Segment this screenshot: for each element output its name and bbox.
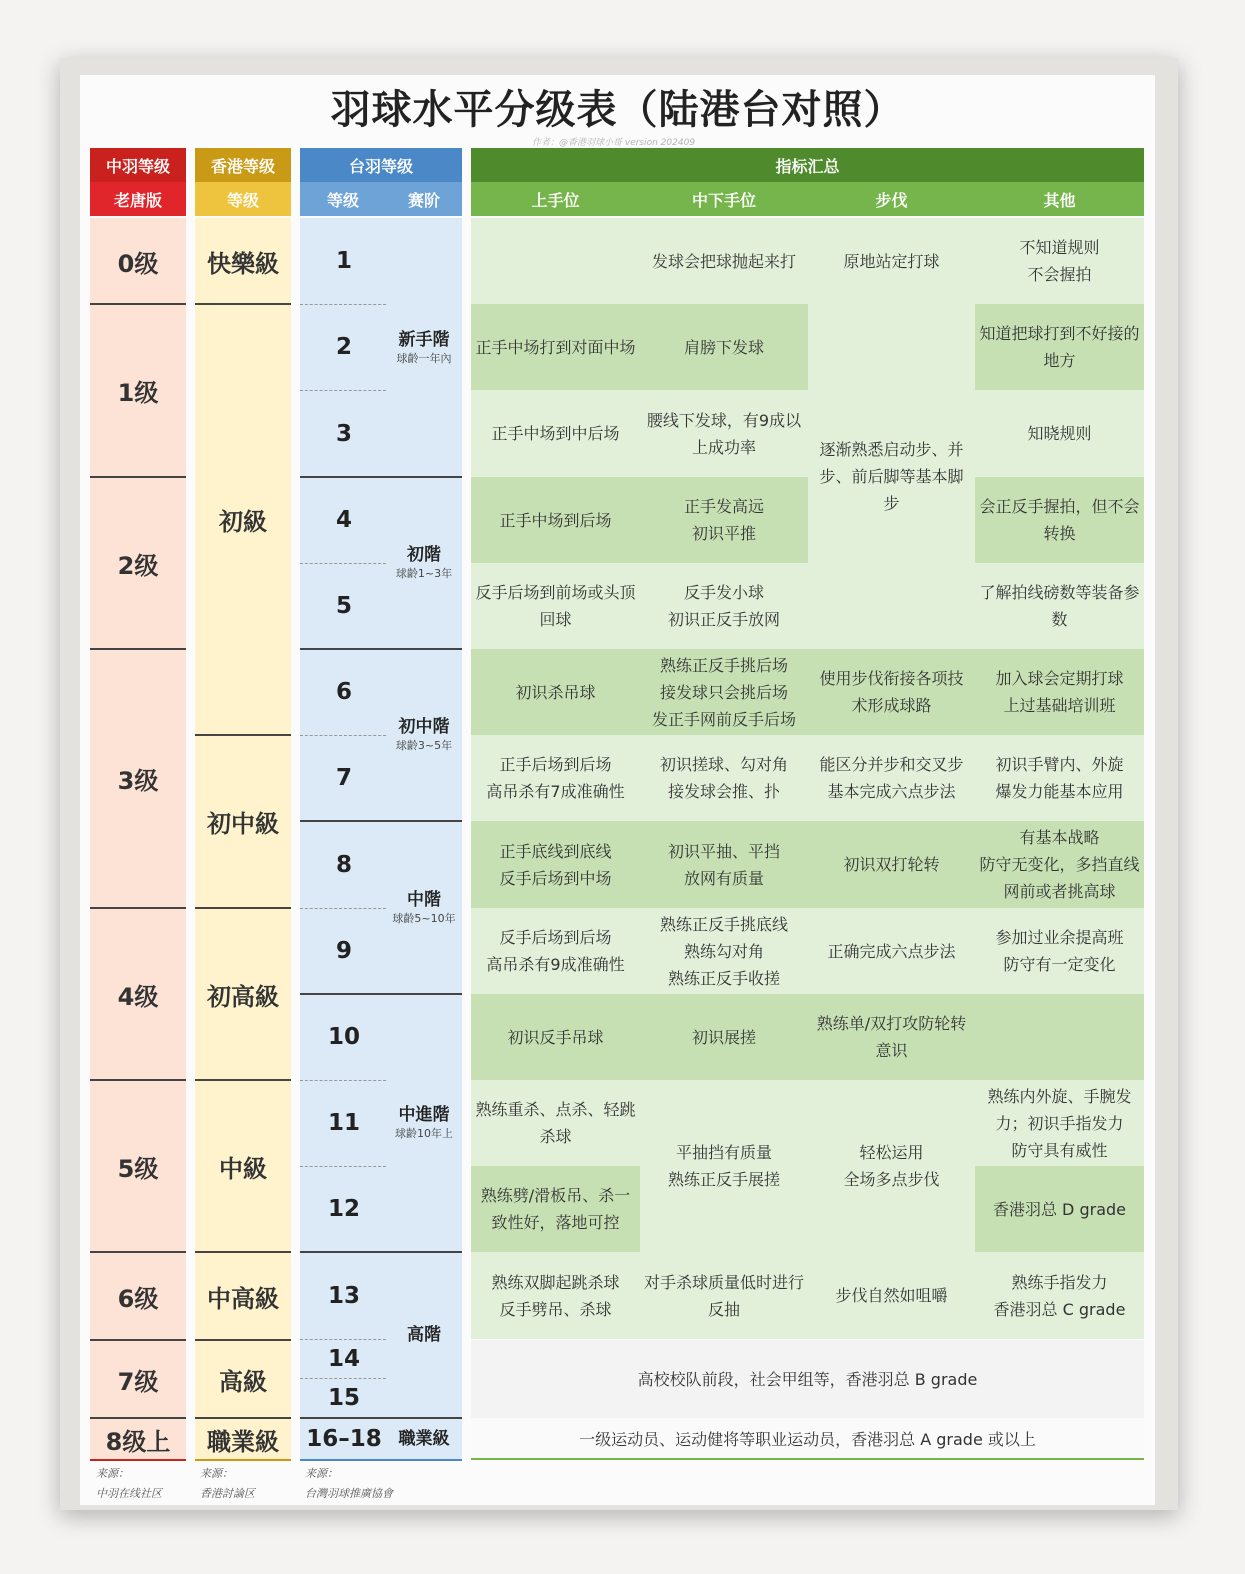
indicator-cell-r8-foot: 初识双打轮转 bbox=[843, 855, 940, 874]
indicator-cell-r3-up: 正手中场到中后场 bbox=[491, 424, 620, 443]
tw-stage-age: 球齡3~5年 bbox=[395, 739, 453, 752]
author-credit: 作者：@香港羽球小哥 version 202409 bbox=[532, 138, 696, 148]
tw-stage-name: 新手階 bbox=[398, 329, 450, 350]
tw-header: 台羽等级 bbox=[300, 148, 462, 182]
indicator-cell-r5-up: 反手后场到前场或头顶回球 bbox=[475, 583, 636, 629]
indicator-cell-r10-foot: 熟练单/双打攻防轮转意识 bbox=[816, 1014, 967, 1060]
indicator-cell-r8-up: 正手底线到底线 反手后场到中场 bbox=[499, 841, 612, 888]
tw-subheader-level: 等级 bbox=[300, 182, 386, 216]
indicator-cell-r1-other: 不知道规则 不会握拍 bbox=[1019, 238, 1100, 284]
indicator-cell-r2-mid: 肩膀下发球 bbox=[683, 337, 764, 357]
cn-level: 7级 bbox=[117, 1367, 159, 1396]
tw-level-number: 15 bbox=[327, 1385, 360, 1411]
indicator-col-header: 上手位 bbox=[471, 182, 640, 216]
tw-stage bbox=[386, 821, 462, 994]
tw-level-number: 1 bbox=[335, 248, 352, 274]
indicator-cell-r16-18: 一级运动员、运动健将等职业运动员，香港羽总 A grade 或以上 bbox=[579, 1429, 1036, 1449]
tw-level-number: 6 bbox=[335, 679, 352, 705]
source-label: 来源： bbox=[305, 1467, 338, 1480]
tw-level-number: 7 bbox=[335, 765, 352, 791]
tw-stage bbox=[386, 218, 462, 477]
indicator-cell-r7-foot: 能区分并步和交叉步 基本完成六点步法 bbox=[819, 755, 964, 801]
indicator-cell-r4-mid: 正手发高远 初识平推 bbox=[683, 497, 764, 543]
cn-level: 3级 bbox=[117, 767, 159, 795]
cn-level: 8级上 bbox=[105, 1427, 171, 1456]
tw-stage bbox=[386, 1252, 462, 1418]
cn-subheader: 老唐版 bbox=[90, 182, 186, 216]
tw-level-number: 3 bbox=[335, 420, 352, 447]
hk-level: 中級 bbox=[219, 1154, 267, 1183]
hk-level: 初級 bbox=[219, 508, 267, 536]
indicator-cell-r7-up: 正手后场到后场 高吊杀有7成准确性 bbox=[486, 755, 625, 801]
indicator-cell-r12-other: 香港羽总 D grade bbox=[992, 1199, 1127, 1219]
indicator-cell-r2-other: 知道把球打到不好接的地方 bbox=[979, 324, 1140, 370]
indicator-cell-r5-mid: 反手发小球 初识正反手放网 bbox=[667, 583, 780, 629]
tw-stage-age: 球齡一年內 bbox=[396, 351, 452, 365]
hk-level: 初中級 bbox=[207, 810, 279, 838]
indicator-cell-r5-other: 了解拍线磅数等装备参数 bbox=[979, 583, 1140, 629]
indicator-cell-r9-mid: 熟练正反手挑底线 熟练勾对角 熟练正反手收搓 bbox=[659, 914, 788, 988]
tw-level-number: 12 bbox=[327, 1196, 360, 1222]
hk-header: 香港等级 bbox=[195, 148, 291, 182]
source-label: 来源： bbox=[200, 1467, 233, 1480]
indicator-cell-r7-other: 初识手臂内、外旋 爆发力能基本应用 bbox=[995, 755, 1124, 801]
indicator-cell-r35-foot: 逐渐熟悉启动步、并步、前后脚等基本脚步 bbox=[819, 440, 964, 513]
source-hk-name: 香港討論区 bbox=[200, 1487, 255, 1500]
cn-level: 2级 bbox=[117, 551, 159, 580]
hk-level: 初高級 bbox=[207, 982, 279, 1011]
indicator-cell-r13-foot: 步伐自然如咀嚼 bbox=[835, 1286, 948, 1305]
source-tw-name: 台灣羽球推廣協會 bbox=[305, 1487, 393, 1500]
indicator-cell-r12-up: 熟练劈/滑板吊、杀一致性好，落地可控 bbox=[480, 1186, 631, 1232]
indicator-cell-r9-other: 参加过业余提高班 防守有一定变化 bbox=[995, 928, 1124, 974]
indicator-cell-r4-other: 会正反手握拍，但不会转换 bbox=[979, 497, 1140, 543]
indicator-cell-r6-up: 初识杀吊球 bbox=[515, 682, 596, 702]
cn-level: 5级 bbox=[117, 1154, 159, 1183]
indicator-cell-r7-mid: 初识搓球、勾对角 接发球会推、扑 bbox=[659, 755, 788, 801]
tw-stage bbox=[386, 477, 462, 649]
tw-level-number: 9 bbox=[335, 938, 352, 964]
tw-level-number: 13 bbox=[327, 1282, 360, 1309]
indicator-cell-r4-up: 正手中场到后场 bbox=[499, 510, 612, 530]
tw-stage-age: 球齡5~10年 bbox=[392, 911, 456, 925]
cn-level: 6级 bbox=[117, 1284, 159, 1313]
indicator-cell-r8-other: 有基本战略 防守无变化，多挡直线网前或者挑高球 bbox=[979, 828, 1140, 901]
hk-subheader: 等级 bbox=[195, 182, 291, 216]
tw-stage-divider bbox=[300, 1459, 462, 1461]
tw-stage-age: 球齡10年上 bbox=[395, 1127, 453, 1140]
indicator-col-header: 其他 bbox=[975, 182, 1144, 216]
tw-stage-age: 球齡1~3年 bbox=[395, 567, 453, 580]
indicator-cell-r3-other: 知晓规则 bbox=[1027, 424, 1092, 443]
cn-level: 0级 bbox=[117, 249, 159, 278]
cn-level: 4级 bbox=[117, 982, 159, 1011]
tw-level-number: 5 bbox=[335, 593, 352, 619]
indicator-cell-r6-foot: 使用步伐衔接各项技术形成球路 bbox=[819, 669, 964, 715]
cn-level-divider bbox=[90, 1459, 186, 1461]
source-tw bbox=[305, 1464, 393, 1504]
tw-stage bbox=[386, 1418, 462, 1460]
indicator-cell-r10-mid: 初识展搓 bbox=[691, 1027, 756, 1047]
tw-subheader-stage: 赛阶 bbox=[386, 182, 462, 216]
indicator-highlight-bg bbox=[975, 994, 1144, 1080]
tw-stage-name: 初中階 bbox=[398, 717, 450, 737]
indicator-cell-r14-15: 高校校队前段，社会甲组等，香港羽总 B grade bbox=[637, 1369, 978, 1389]
tw-level-number: 11 bbox=[327, 1110, 360, 1136]
tw-stage-name: 中進階 bbox=[398, 1105, 450, 1125]
indicator-cell-r13-mid: 对手杀球质量低时进行反抽 bbox=[644, 1272, 805, 1319]
source-hk bbox=[200, 1464, 255, 1504]
cn-level: 1级 bbox=[117, 379, 159, 407]
tw-stage-name: 職業級 bbox=[398, 1429, 450, 1449]
tw-stage-name: 初階 bbox=[407, 545, 441, 565]
tw-level-number: 2 bbox=[335, 334, 352, 360]
source-cn-name: 中羽在线社区 bbox=[96, 1487, 162, 1500]
tw-stage-name: 高階 bbox=[407, 1325, 441, 1345]
hk-level-divider bbox=[195, 1459, 291, 1461]
indicator-cell-r13-other: 熟练手指发力 香港羽总 C grade bbox=[993, 1272, 1126, 1319]
indicator-col-header: 中下手位 bbox=[640, 182, 808, 216]
hk-level: 中高級 bbox=[207, 1284, 279, 1313]
indicator-cell-r11-up: 熟练重杀、点杀、轻跳杀球 bbox=[475, 1100, 636, 1146]
indicator-cell-r13-up: 熟练双脚起跳杀球 反手劈吊、杀球 bbox=[491, 1272, 620, 1319]
tw-level-number: 4 bbox=[335, 507, 352, 533]
indicator-cell-r6-mid: 熟练正反手挑后场 接发球只会挑后场 发正手网前反手后场 bbox=[651, 655, 796, 729]
indicator-cell-r6-other: 加入球会定期打球 上过基础培训班 bbox=[995, 669, 1124, 715]
indicator-cell-r1-mid: 发球会把球抛起来打 bbox=[651, 251, 796, 271]
tw-level-number: 16–18 bbox=[306, 1426, 382, 1452]
indicator-cell-r10-up: 初识反手吊球 bbox=[507, 1027, 604, 1047]
indicator-cell-r9-up: 反手后场到后场 高吊杀有9成准确性 bbox=[486, 928, 625, 974]
indicator-header: 指标汇总 bbox=[471, 148, 1144, 182]
indicator-col-header: 步伐 bbox=[808, 182, 975, 216]
source-label: 来源： bbox=[96, 1467, 129, 1480]
indicator-cell-r8-mid: 初识平抽、平挡 放网有质量 bbox=[667, 841, 780, 888]
cn-header: 中羽等级 bbox=[90, 148, 186, 182]
indicator-cell-r1-foot: 原地站定打球 bbox=[843, 251, 940, 271]
hk-level: 高級 bbox=[219, 1367, 267, 1396]
indicator-cell-r3-mid: 腰线下发球，有9成以上成功率 bbox=[646, 410, 802, 457]
hk-level: 職業級 bbox=[207, 1427, 279, 1456]
tw-level-number: 10 bbox=[327, 1024, 360, 1050]
indicator-cell-r2-up: 正手中场打到对面中场 bbox=[475, 337, 636, 357]
source-cn bbox=[96, 1464, 162, 1504]
page-title: 羽球水平分级表（陆港台对照） bbox=[330, 87, 905, 133]
indicator-cell-r1112-foot: 轻松运用 全场多点步伐 bbox=[843, 1143, 940, 1189]
tw-stage bbox=[386, 649, 462, 821]
tw-stage bbox=[386, 994, 462, 1252]
hk-level: 快樂級 bbox=[207, 249, 279, 278]
indicator-cell-r9-foot: 正确完成六点步法 bbox=[827, 941, 956, 961]
tw-level-number: 8 bbox=[335, 851, 352, 878]
indicator-cell-r11-other: 熟练内外旋、手腕发力；初识手指发力 防守具有威性 bbox=[987, 1086, 1132, 1160]
tw-level-number: 14 bbox=[327, 1346, 360, 1372]
tw-stage-name: 中階 bbox=[407, 889, 441, 910]
indicator-cell-r1112-mid: 平抽挡有质量 熟练正反手展搓 bbox=[667, 1143, 780, 1189]
